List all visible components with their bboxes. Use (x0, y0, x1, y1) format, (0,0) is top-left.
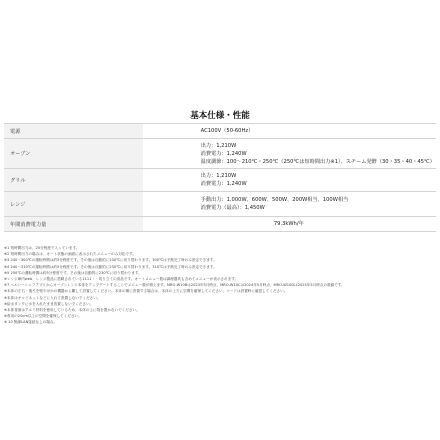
footnote: ※本体背面はアルミ材料を使用しているため、本体の上に物を置かないでください。 (4, 308, 140, 313)
spec-value-line: 消費電力：1,240W (200, 181, 247, 187)
spec-label: レンジ (4, 192, 143, 217)
footnote: ※本体はキャビネットなどに入れて設置しないでください。 (4, 295, 101, 300)
footnotes (4, 245, 436, 326)
footnote: ※専用の20cm以上の空間を確保してください。 (4, 314, 82, 319)
spec-value (143, 217, 436, 232)
footnote: ※1 短時間出力は、25分程度で入っています。 (4, 246, 80, 250)
spec-value-line: 温度調節：100～210℃・250℃（250℃は短時間出力※1）、スチーム発酵（30・35・40・45℃） (200, 158, 435, 165)
spec-value-line: 手動出力：1,000W、600W、500W、200W相当、100W相当 (200, 197, 349, 203)
spec-value (143, 124, 436, 139)
footnote: ※ 10 無線LAN接続なしの場合。 (4, 320, 58, 325)
spec-row-grill (4, 169, 436, 192)
spec-value (143, 192, 436, 217)
spec-value-line: 消費電力：1,240W (200, 150, 247, 157)
footnote: ※給水タンクに水を入れたまま放置しないでください。 (4, 301, 94, 306)
spec-value-line: 出力：1,210W (200, 142, 237, 149)
spec-value (143, 169, 436, 192)
footnote: ※2 短時間出力の場合は、オート状態の画面に表示されたメニューのみ対応です。 (4, 252, 136, 257)
footnote: ※本体の左右・後ろを壁やほかの機器から離して設置してください。本体の横に設置する場合は、本体の上方に空間を確保してください。コードは設置時に確認してください。 (4, 289, 288, 294)
footnote: ※5 250℃の運転時間は約5分程度です。その後は自動的に230℃に切り替わります。 (4, 270, 142, 275)
spec-value-line: 消費電力（最高）：1,450W (200, 205, 265, 211)
spec-row-oven (4, 139, 436, 169)
spec-row-range (4, 192, 436, 217)
footnote: ※レンジ庫内web、レンジ製品に搭載されている1111・・切り立ての食品です。オートメニュー数は調理器具も含めてメニューが表示されます。 (4, 277, 239, 282)
spec-label: 年間消費電力量 (4, 217, 143, 232)
spec-label: 電源 (4, 124, 143, 139)
footnote: ※4 240～310℃の運転時間は約5分程度です。その後は自動的に230℃に切り替わります。310℃は予熱完了時のみ設定できます。 (4, 264, 217, 269)
footnote: ※3 240～300℃の運転時間は約5分程度です。その後は自動的に230℃に切り替わります。300℃は予熱完了時のみ設定できます。 (4, 258, 217, 263)
footnote: ※7 ヘルシーシェフアプリからオーブンレンジ本体をアップデートすることでメニュー数が増えます。MRO-W10Bは2023年5月時点、MRO-W10Cは2024年5月時点、MRO-W10Dは2025年5月時点の数値です。 (4, 283, 345, 288)
spec-value-line: 出力：1,210W (200, 173, 237, 179)
spec-label: オーブン (4, 139, 143, 169)
spec-value-line: 79.3kWh/年 (273, 221, 304, 227)
spec-value (143, 139, 436, 169)
spec-row-power (4, 124, 436, 139)
spec-value-line: AC100V（50-60Hz） (200, 128, 254, 134)
spec-label: グリル (4, 169, 143, 192)
page-title: 基本仕様・性能 (190, 111, 250, 121)
spec-table (4, 123, 436, 232)
spec-row-annual-energy (4, 217, 436, 232)
